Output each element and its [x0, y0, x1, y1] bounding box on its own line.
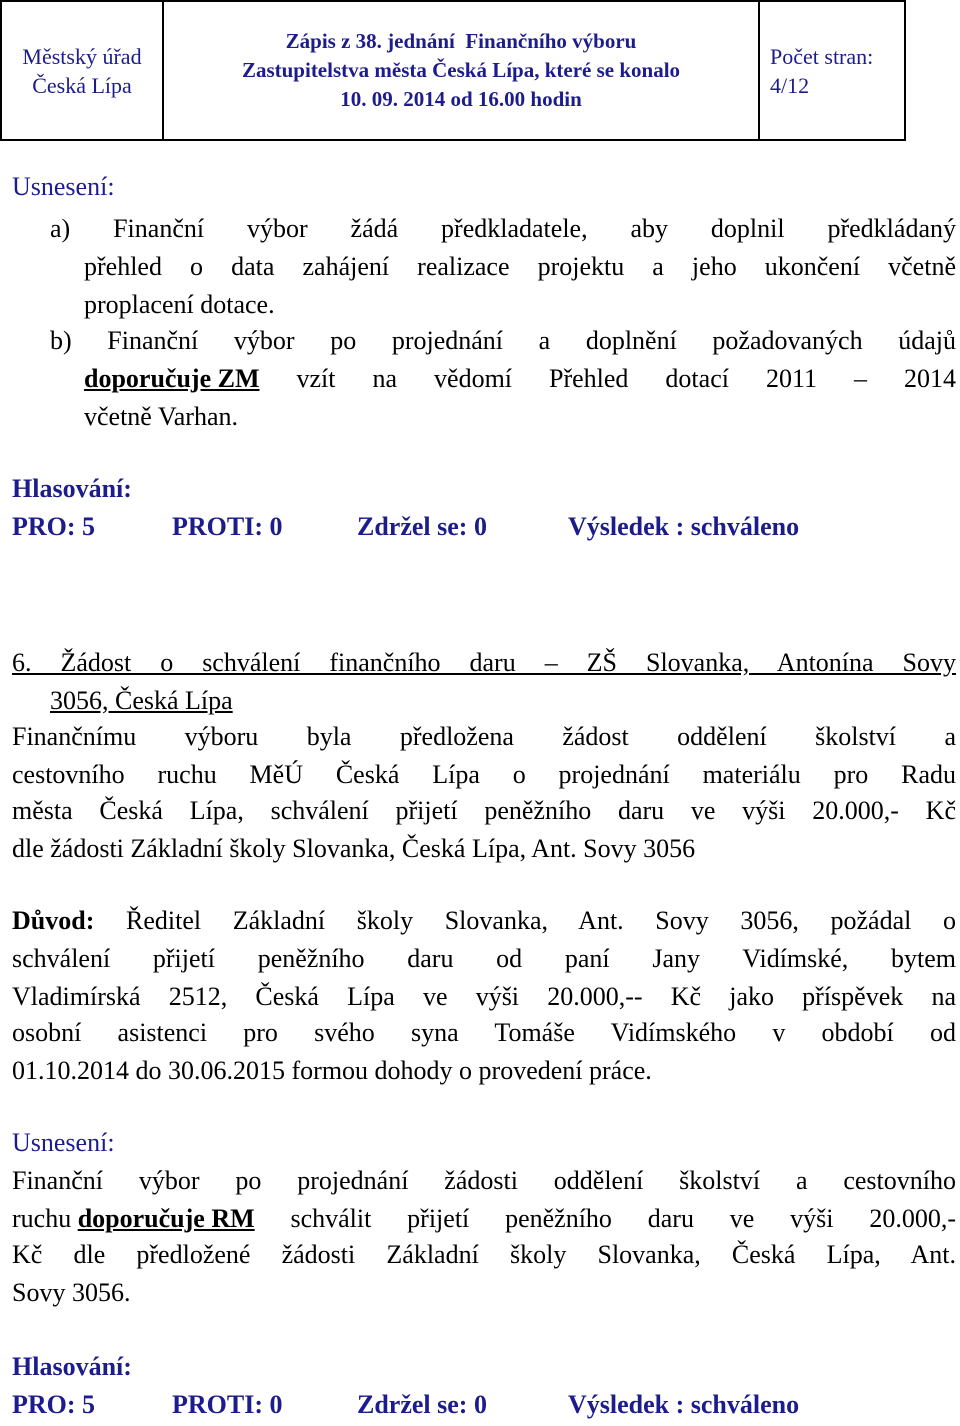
office-line1: Městský úřad [22, 43, 142, 69]
resolution-b-line2 [84, 364, 956, 394]
reason-line5: 01.10.2014 do 30.06.2015 formou dohody o provedení práce. [12, 1056, 652, 1085]
reason-line4: osobní asistenci pro svého syna Tomáše Vidímského v období od [12, 1018, 956, 1047]
office-line2: Česká Lípa [32, 72, 132, 98]
pages-cell [760, 2, 904, 139]
usneseni2-line2 [12, 1204, 956, 1234]
item6-p1-line2: cestovního ruchu MěÚ Česká Lípa o projednání materiálu pro Radu [12, 760, 956, 789]
title-line3: 10. 09. 2014 od 16.00 hodin [340, 87, 582, 111]
vote2-result: Výsledek : schváleno [568, 1390, 800, 1419]
vote-proti: PROTI: 0 [172, 512, 283, 541]
usneseni2-line2-rest: schválit přijetí peněžního daru ve výši 20.000,- [254, 1204, 956, 1233]
resolution-b-line3: včetně Varhan. [84, 402, 239, 431]
reason-line1 [12, 906, 956, 936]
office-cell [2, 2, 164, 139]
resolution-b-line2-rest: vzít na vědomí Přehled dotací 2011 – 2014 [259, 364, 956, 393]
header-table [0, 0, 906, 141]
reason-line2: schválení přijetí peněžního daru od paní Jany Vidímské, bytem [12, 944, 956, 973]
title-line1: Zápis z 38. jednání Finančního výboru [285, 29, 637, 53]
pages-value: 4/12 [770, 72, 810, 98]
usneseni2-line3: Kč dle předložené žádosti Základní školy Slovanka, Česká Lípa, Ant. [12, 1240, 956, 1269]
item6-p1-line1: Finančnímu výboru byla předložena žádost oddělení školství a [12, 722, 956, 751]
pages-label: Počet stran: [770, 43, 874, 69]
reason-line3: Vladimírská 2512, Česká Lípa ve výši 20.000,-- Kč jako příspěvek na [12, 982, 956, 1011]
recommends-rm: doporučuje RM [77, 1204, 255, 1233]
title-cell [164, 2, 760, 139]
vote2-proti: PROTI: 0 [172, 1390, 283, 1419]
reason-label: Důvod: [12, 906, 95, 935]
vote2-pro: PRO: 5 [12, 1390, 96, 1419]
vote-abstain: Zdržel se: 0 [357, 512, 487, 541]
title-line2: Zastupitelstva města Česká Lípa, které se konalo [241, 58, 681, 82]
vote-result: Výsledek : schváleno [568, 512, 800, 541]
resolution-a-line1: a) Finanční výbor žádá předkladatele, aby doplnil předkládaný [50, 214, 956, 243]
vote2-abstain: Zdržel se: 0 [357, 1390, 487, 1419]
resolution-a-line2: přehled o data zahájení realizace projektu a jeho ukončení včetně [84, 252, 956, 281]
usneseni2-line4: Sovy 3056. [12, 1278, 131, 1307]
resolution-a-line3: proplacení dotace. [84, 290, 275, 319]
usneseni2-line1: Finanční výbor po projednání žádosti oddělení školství a cestovního [12, 1166, 956, 1195]
recommends-zm: doporučuje ZM [84, 364, 260, 393]
vote-row [12, 512, 952, 544]
usneseni2-label: Usnesení: [12, 1128, 115, 1157]
vote-pro: PRO: 5 [12, 512, 96, 541]
usneseni-label: Usnesení: [12, 172, 115, 201]
reason-line1-text: Ředitel Základní školy Slovanka, Ant. Sovy 3056, požádal o [94, 906, 956, 935]
vote2-row [12, 1390, 952, 1422]
vote2-label: Hlasování: [12, 1352, 132, 1381]
item6-heading-line1: 6. Žádost o schválení finančního daru – ZŠ Slovanka, Antonína Sovy [12, 648, 956, 677]
vote-label: Hlasování: [12, 474, 132, 503]
item6-p1-line3: města Česká Lípa, schválení přijetí peněžního daru ve výši 20.000,- Kč [12, 796, 956, 825]
usneseni2-line2-pre: ruchu [12, 1204, 78, 1233]
item6-heading-line2: 3056, Česká Lípa [50, 686, 233, 715]
item6-p1-line4: dle žádosti Základní školy Slovanka, Česká Lípa, Ant. Sovy 3056 [12, 834, 696, 863]
resolution-b-line1: b) Finanční výbor po projednání a doplnění požadovaných údajů [50, 326, 956, 355]
